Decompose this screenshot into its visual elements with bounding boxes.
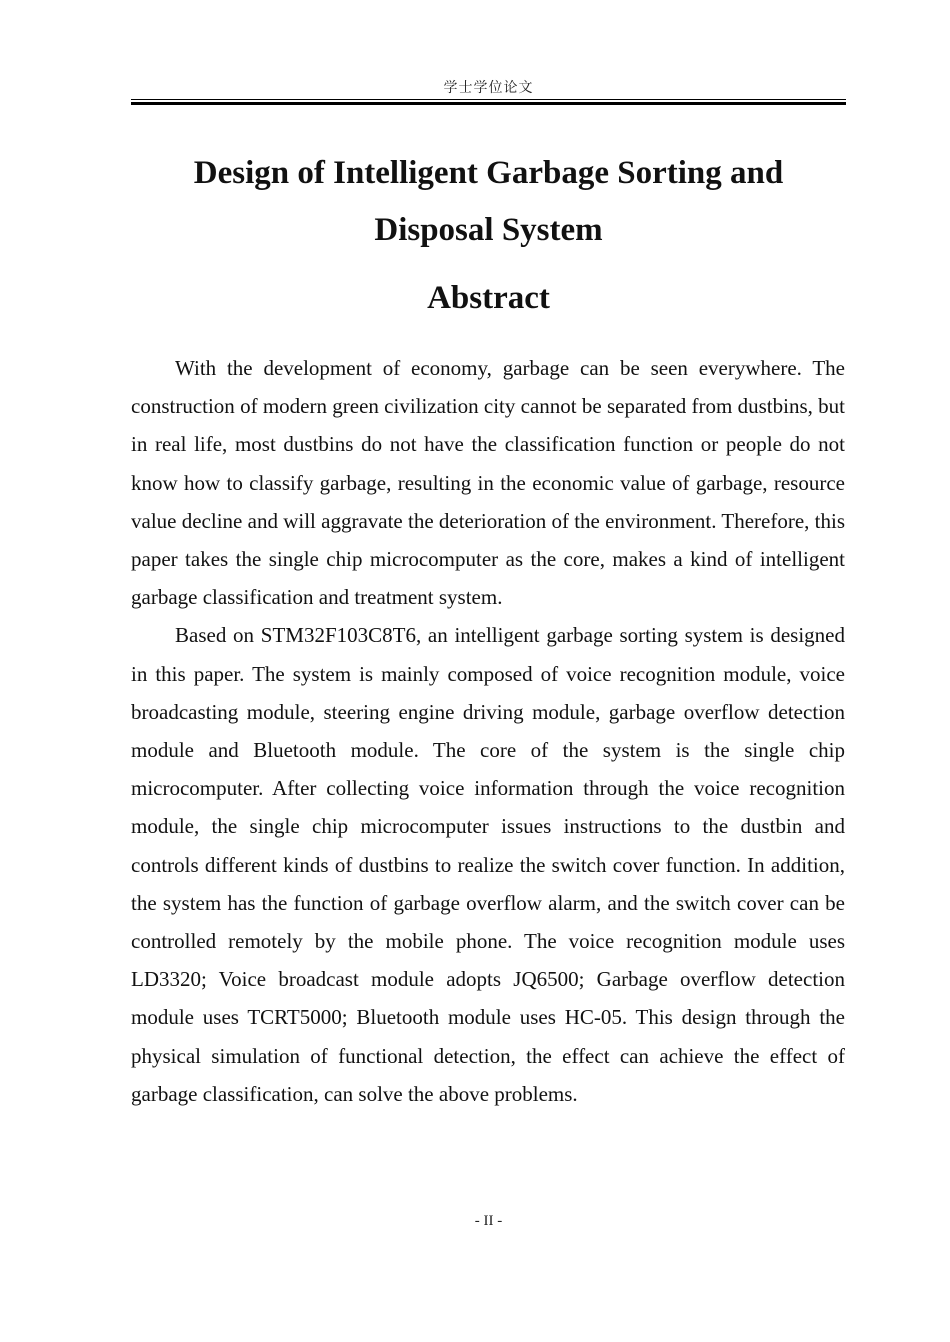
running-header: 学士学位论文 [443,80,534,96]
thesis-title: Design of Intelligent Garbage Sorting and Disposal System [193,155,784,248]
page-number: - II - [474,1213,503,1229]
abstract-paragraph-2: Based on STM32F103C8T6, an intelligent garbage sorting system is designed in this paper. The system is mainly composed of voice recognition module, voice broadcasting module, steering engine driving module, garbage overflow detection module and Bluetooth module. The core of the system is the single chip microcomputer. After collecting voice information through the voice recognition module, the single chip microcomputer issues instructions to the dustbin and controls different kinds of dustbins to realize the switch cover function. In addition, the system has the function of garbage overflow alarm, and the switch cover can be controlled remotely by the mobile phone. The voice recognition module uses LD3320; Voice broadcast module adopts JQ6500; Garbage overflow detection module uses TCRT5000; Bluetooth module uses HC-05. This design through the physical simulation of functional detection, the effect can achieve the effect of garbage classification, can solve the above problems. [131,623,845,1106]
abstract-paragraph-1: With the development of economy, garbage can be seen everywhere. The construction of modern green civilization city cannot be separated from dustbins, but in real life, most dustbins do not have the classification function or people do not know how to classify garbage, resulting in the economic value of garbage, resource value decline and will aggravate the deterioration of the environment. Therefore, this paper takes the single chip microcomputer as the core, makes a kind of intelligent garbage classification and treatment system. [131,356,845,610]
header-double-rule [131,99,846,105]
abstract-body [131,349,845,1113]
abstract-heading: Abstract [427,280,550,316]
